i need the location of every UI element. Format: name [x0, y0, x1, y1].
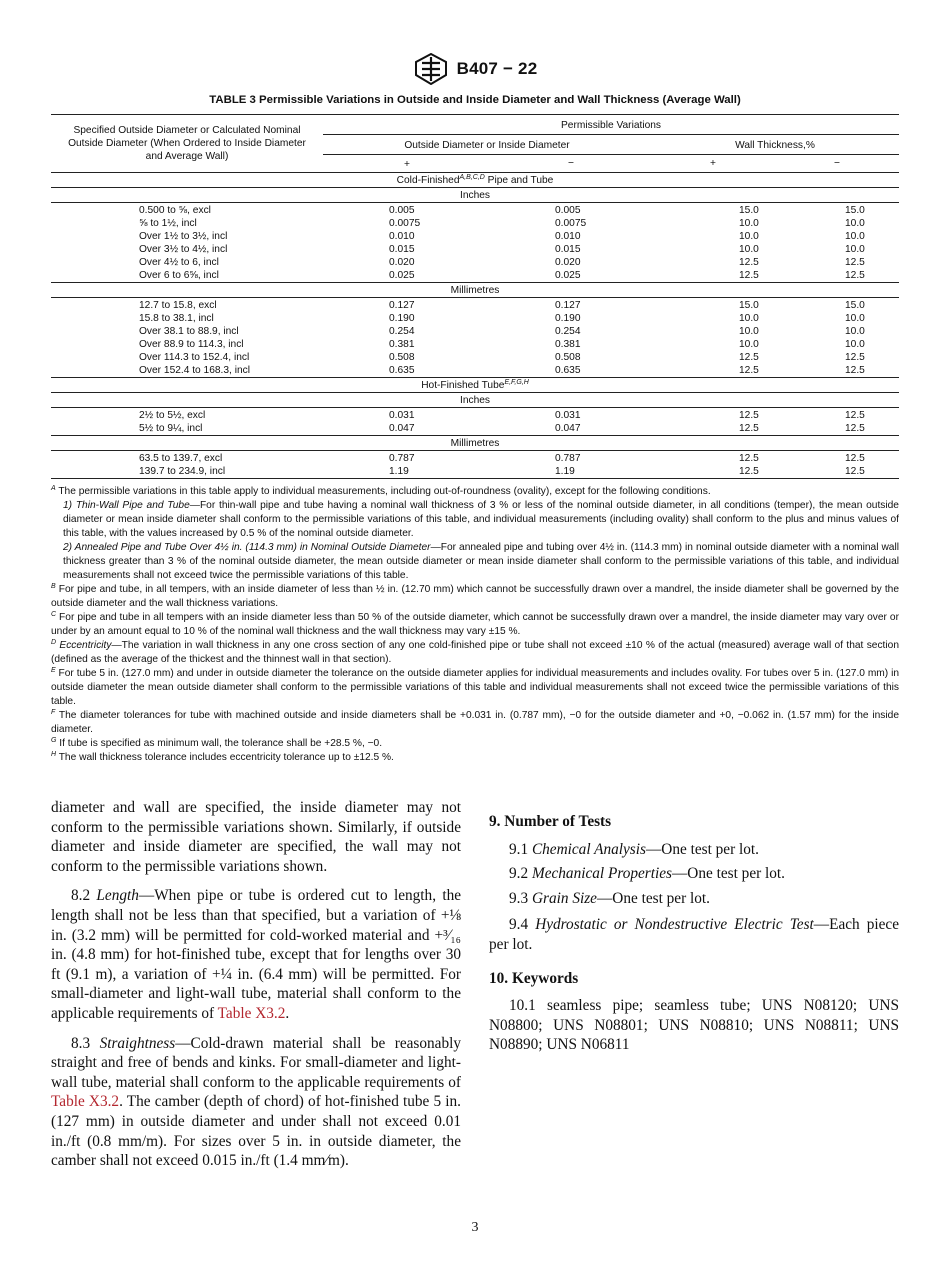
od-plus-cell: 0.015 — [389, 244, 415, 255]
od-minus-cell: 0.025 — [555, 270, 581, 281]
od-plus-cell: 0.127 — [389, 300, 415, 311]
wt-plus-cell: 12.5 — [739, 466, 759, 477]
paragraph-continued: diameter and wall are specified, the inside diameter may not conform to the permissible variations shown. Similarly, if outside diameter and inside diameter are specified, the wall may not conform to the permissible variations shown. — [51, 799, 461, 875]
wt-plus-cell: 10.0 — [739, 326, 759, 337]
link-table-x3-2-b[interactable]: Table X3.2 — [51, 1093, 120, 1111]
footnote-c: $^C$ For pipe and tube in all tempers with an inside diameter less than 50 % of the outside diameter, which cannot be successfully drawn over a mandrel, the inside diameter may vary over or under by an amount equal to 10 % of the nominal wall thickness and the wall thickness may vary ±15 %. — [51, 611, 899, 637]
table-row — [51, 312, 899, 325]
od-plus-cell: 1.19 — [389, 466, 409, 477]
size-cell: 0.500 to ⅝, excl — [139, 205, 211, 216]
wt-plus-cell: 15.0 — [739, 205, 759, 216]
body-column-right — [489, 798, 899, 1055]
section-8-3: 8.3 Straightness—Cold-drawn material shall be reasonably straight and free of bends and kinks. For small-diameter and light-wall tube, material shall conform to the applicable requirements of Table X3.2. The camber (depth of chord) of hot-finished tube 5 in. (127 mm) in outside diameter and under shall not exceed 0.01 in./ft (0.8 mm/m). For sizes over 5 in. in outside diameter, the camber shall not exceed 0.015 in./ft (1.4 mm⁄m). — [51, 1034, 461, 1170]
table-row — [51, 325, 899, 338]
table-row — [51, 203, 899, 218]
wt-plus-cell: 12.5 — [739, 352, 759, 363]
col-head-od: Outside Diameter or Inside Diameter — [323, 135, 651, 155]
wt-minus-cell: 10.0 — [845, 339, 865, 350]
size-cell: Over 3½ to 4½, incl — [139, 244, 228, 255]
od-minus-cell: 0.015 — [555, 244, 581, 255]
wt-plus-cell: 10.0 — [739, 313, 759, 324]
od-minus-cell: 0.508 — [555, 352, 581, 363]
od-plus-cell: 0.508 — [389, 352, 415, 363]
footnote-d: $^D$ Eccentricity—The variation in wall thickness in any one cross section of any one cold-finished pipe or tube shall not exceed ±10 % of the actual (measured) average wall of that section (defined as the average of the thickest and the thinnest wall in that section). — [51, 639, 899, 665]
link-table-x3-2[interactable]: Table X3.2 — [217, 1004, 286, 1022]
size-cell: 12.7 to 15.8, excl — [139, 300, 217, 311]
od-minus-cell: 0.381 — [555, 339, 581, 350]
table-row — [51, 298, 899, 313]
size-cell: ⅝ to 1½, incl — [139, 218, 197, 229]
section-header-row — [51, 173, 899, 188]
footnote-e: $^E$ For tube 5 in. (127.0 mm) and under in outside diameter the tolerance on the outside diameter applies for individual measurements and includes ovality. For tubes over 5 in. (127.0 mm) in outside diameter the mean outside diameter shall conform to the permissible variations of this table and individual measurements shall not exceed twice the permissible variations of this table. — [51, 667, 899, 707]
tolerance-table — [51, 114, 899, 479]
section-title: Hot-Finished Tube$^{E,F,G,H}$ — [421, 379, 529, 391]
unit-label: Inches — [460, 395, 491, 406]
od-minus-cell: 0.020 — [555, 257, 581, 268]
unit-label: Millimetres — [450, 285, 500, 296]
table-row — [51, 230, 899, 243]
od-plus-cell: 0.010 — [389, 231, 415, 242]
footnote-h: $^H$ The wall thickness tolerance includes eccentricity tolerance up to ±12.5 %. — [51, 751, 394, 763]
page-header — [0, 52, 950, 86]
wt-plus-cell: 15.0 — [739, 300, 759, 311]
wt-plus-cell: 10.0 — [739, 231, 759, 242]
section-9-3: 9.3 Grain Size—One test per lot. — [509, 889, 710, 907]
footnote-a-2: 2) Annealed Pipe and Tube Over 4½ in. (114.3 mm) in Nominal Outside Diameter—For annealed pipe and tubing over 4½ in. (114.3 mm) in nominal outside diameter with a nominal wall thickness greater than 3 % of the nominal outside diameter, the mean outside diameter or mean inside diameter shall conform to the permissible variations of this table, and individual measurements shall not exceed twice the permissible variations of this table. — [63, 542, 900, 581]
table-footnotes — [51, 485, 899, 765]
table-row — [51, 422, 899, 436]
table-body — [51, 173, 899, 479]
od-plus-cell: 0.787 — [389, 453, 415, 464]
size-cell: Over 38.1 to 88.9, incl — [139, 326, 239, 337]
footnote-f: $^F$ The diameter tolerances for tube with machined outside and inside diameters shall be +0.031 in. (0.787 mm), −0 for the outside diameter and +0, −0.062 in. (1.57 mm) for the inside diameter. — [51, 709, 899, 735]
size-cell: Over 152.4 to 168.3, incl — [139, 365, 250, 376]
wt-minus-cell: 12.5 — [845, 257, 865, 268]
wt-minus-cell: 10.0 — [845, 231, 865, 242]
footnote-a-1: 1) Thin-Wall Pipe and Tube—For thin-wall pipe and tube having a nominal wall thickness of 3 % or less of the nominal outside diameter, in all conditions (temper), the mean outside diameter or mean inside diameter shall conform to the permissible variations of this table, and individual measurements (including ovality) shall conform to the plus and minus values of this table, with the values increased by 0.5 % of the nominal outside diameter. — [63, 500, 899, 539]
size-cell: Over 6 to 6⅝, incl — [139, 270, 219, 281]
od-plus-cell: 0.190 — [389, 313, 415, 324]
od-minus-cell: 0.635 — [555, 365, 581, 376]
unit-row — [51, 283, 899, 298]
table-row — [51, 338, 899, 351]
od-plus-cell: 0.031 — [389, 410, 415, 421]
section-9-2: 9.2 Mechanical Properties—One test per lot. — [509, 865, 786, 883]
col-head-size: Specified Outside Diameter or Calculated Nominal Outside Diameter (When Ordered to Inside Diameter and Average Wall) — [51, 115, 323, 173]
wt-plus-cell: 12.5 — [739, 453, 759, 464]
unit-row — [51, 393, 899, 408]
wt-minus-cell: 10.0 — [845, 244, 865, 255]
size-cell: 63.5 to 139.7, excl — [139, 453, 223, 464]
size-cell: 5½ to 9¼, incl — [139, 423, 203, 434]
od-minus-cell: 0.005 — [555, 205, 581, 216]
wt-plus-cell: 12.5 — [739, 257, 759, 268]
col-head-od-minus: − — [491, 155, 651, 173]
footnote-a: $^A$ The permissible variations in this table apply to individual measurements, including out-of-roundness (ovality), except for the following conditions. — [51, 485, 711, 497]
size-cell: Over 4½ to 6, incl — [139, 257, 219, 268]
table-row — [51, 269, 899, 283]
col-head-wt-minus: − — [775, 155, 899, 173]
section-10-1: 10.1 seamless pipe; seamless tube; UNS N08120; UNS N08800; UNS N08801; UNS N08810; UNS N08811; UNS N08890; UNS N06811 — [489, 997, 899, 1054]
page-number: 3 — [471, 1220, 479, 1235]
wt-minus-cell: 15.0 — [845, 300, 865, 311]
table-row — [51, 451, 899, 466]
wt-minus-cell: 10.0 — [845, 218, 865, 229]
wt-plus-cell: 12.5 — [739, 410, 759, 421]
od-minus-cell: 0.047 — [555, 423, 581, 434]
section-9-4: 9.4 Hydrostatic or Nondestructive Electric Test—Each piece per lot. — [489, 916, 899, 953]
body-column-left — [51, 798, 461, 1171]
od-plus-cell: 0.635 — [389, 365, 415, 376]
section-title: Cold-Finished$^{A,B,C,D}$ Pipe and Tube — [396, 174, 554, 186]
od-minus-cell: 0.010 — [555, 231, 581, 242]
wt-minus-cell: 10.0 — [845, 326, 865, 337]
od-plus-cell: 0.381 — [389, 339, 415, 350]
col-head-od-plus: + — [323, 155, 491, 173]
wt-plus-cell: 10.0 — [739, 244, 759, 255]
table-row — [51, 351, 899, 364]
section-8-2: 8.2 Length—When pipe or tube is ordered cut to length, the length shall not be less than that specified, but a variation of +⅛ in. (3.2 mm) will be permitted for cold-worked material and +³⁄₁₆ in. (4.8 mm) for hot-finished tube, except that for lengths over 30 ft (9.1 m), a variation of +¼ in. (6.4 mm) will be permitted. For small-diameter and light-wall tube, material shall conform to the applicable requirements of Table X3.2. — [51, 887, 462, 1022]
table-title: TABLE 3 Permissible Variations in Outside and Inside Diameter and Wall Thickness (Average Wall) — [209, 94, 741, 106]
footnote-g: $^G$ If tube is specified as minimum wall, the tolerance shall be +28.5 %, −0. — [51, 737, 383, 749]
table-row — [51, 256, 899, 269]
wt-plus-cell: 12.5 — [739, 365, 759, 376]
od-plus-cell: 0.025 — [389, 270, 415, 281]
wt-plus-cell: 12.5 — [739, 423, 759, 434]
table-row — [51, 243, 899, 256]
od-plus-cell: 0.005 — [389, 205, 415, 216]
unit-row — [51, 188, 899, 203]
unit-row — [51, 436, 899, 451]
table-row — [51, 408, 899, 423]
col-head-wt: Wall Thickness,% — [651, 135, 899, 155]
wt-minus-cell: 12.5 — [845, 423, 865, 434]
table-row — [51, 364, 899, 378]
table-row — [51, 217, 899, 230]
wt-plus-cell: 12.5 — [739, 270, 759, 281]
wt-minus-cell: 15.0 — [845, 205, 865, 216]
wt-minus-cell: 12.5 — [845, 270, 865, 281]
size-cell: Over 114.3 to 152.4, incl — [139, 352, 250, 363]
od-plus-cell: 0.047 — [389, 423, 415, 434]
wt-minus-cell: 12.5 — [845, 410, 865, 421]
od-plus-cell: 0.0075 — [389, 218, 421, 229]
unit-label: Inches — [460, 190, 491, 201]
wt-minus-cell: 12.5 — [845, 352, 865, 363]
section-9-heading: 9. Number of Tests — [489, 813, 612, 830]
wt-plus-cell: 10.0 — [739, 339, 759, 350]
document-designation: B407 − 22 — [456, 59, 538, 78]
unit-label: Millimetres — [450, 438, 500, 449]
col-head-permissible: Permissible Variations — [323, 115, 899, 135]
od-plus-cell: 0.254 — [389, 326, 415, 337]
wt-minus-cell: 12.5 — [845, 365, 865, 376]
od-minus-cell: 0.254 — [555, 326, 581, 337]
wt-plus-cell: 10.0 — [739, 218, 759, 229]
section-9-1: 9.1 Chemical Analysis—One test per lot. — [509, 840, 759, 858]
section-header-row — [51, 378, 899, 393]
size-cell: 139.7 to 234.9, incl — [139, 466, 226, 477]
footnote-b: $^B$ For pipe and tube, in all tempers, with an inside diameter of less than ½ in. (12.70 mm) which cannot be successfully drawn over a mandrel, the inside diameter shall be governed by the outside diameter and the wall thickness variations. — [51, 583, 899, 609]
od-minus-cell: 0.787 — [555, 453, 581, 464]
wt-minus-cell: 12.5 — [845, 466, 865, 477]
wt-minus-cell: 10.0 — [845, 313, 865, 324]
od-minus-cell: 0.0075 — [555, 218, 587, 229]
size-cell: Over 88.9 to 114.3, incl — [139, 339, 244, 350]
size-cell: 2½ to 5½, excl — [139, 410, 206, 421]
astm-logo-icon — [413, 53, 449, 85]
od-minus-cell: 0.190 — [555, 313, 581, 324]
table-row — [51, 465, 899, 479]
size-cell: 15.8 to 38.1, incl — [139, 313, 214, 324]
section-10-heading: 10. Keywords — [489, 969, 579, 987]
od-plus-cell: 0.020 — [389, 257, 415, 268]
col-head-wt-plus: + — [651, 155, 775, 173]
size-cell: Over 1½ to 3½, incl — [139, 231, 228, 242]
od-minus-cell: 0.031 — [555, 410, 581, 421]
wt-minus-cell: 12.5 — [845, 453, 865, 464]
od-minus-cell: 1.19 — [555, 466, 575, 477]
od-minus-cell: 0.127 — [555, 300, 581, 311]
